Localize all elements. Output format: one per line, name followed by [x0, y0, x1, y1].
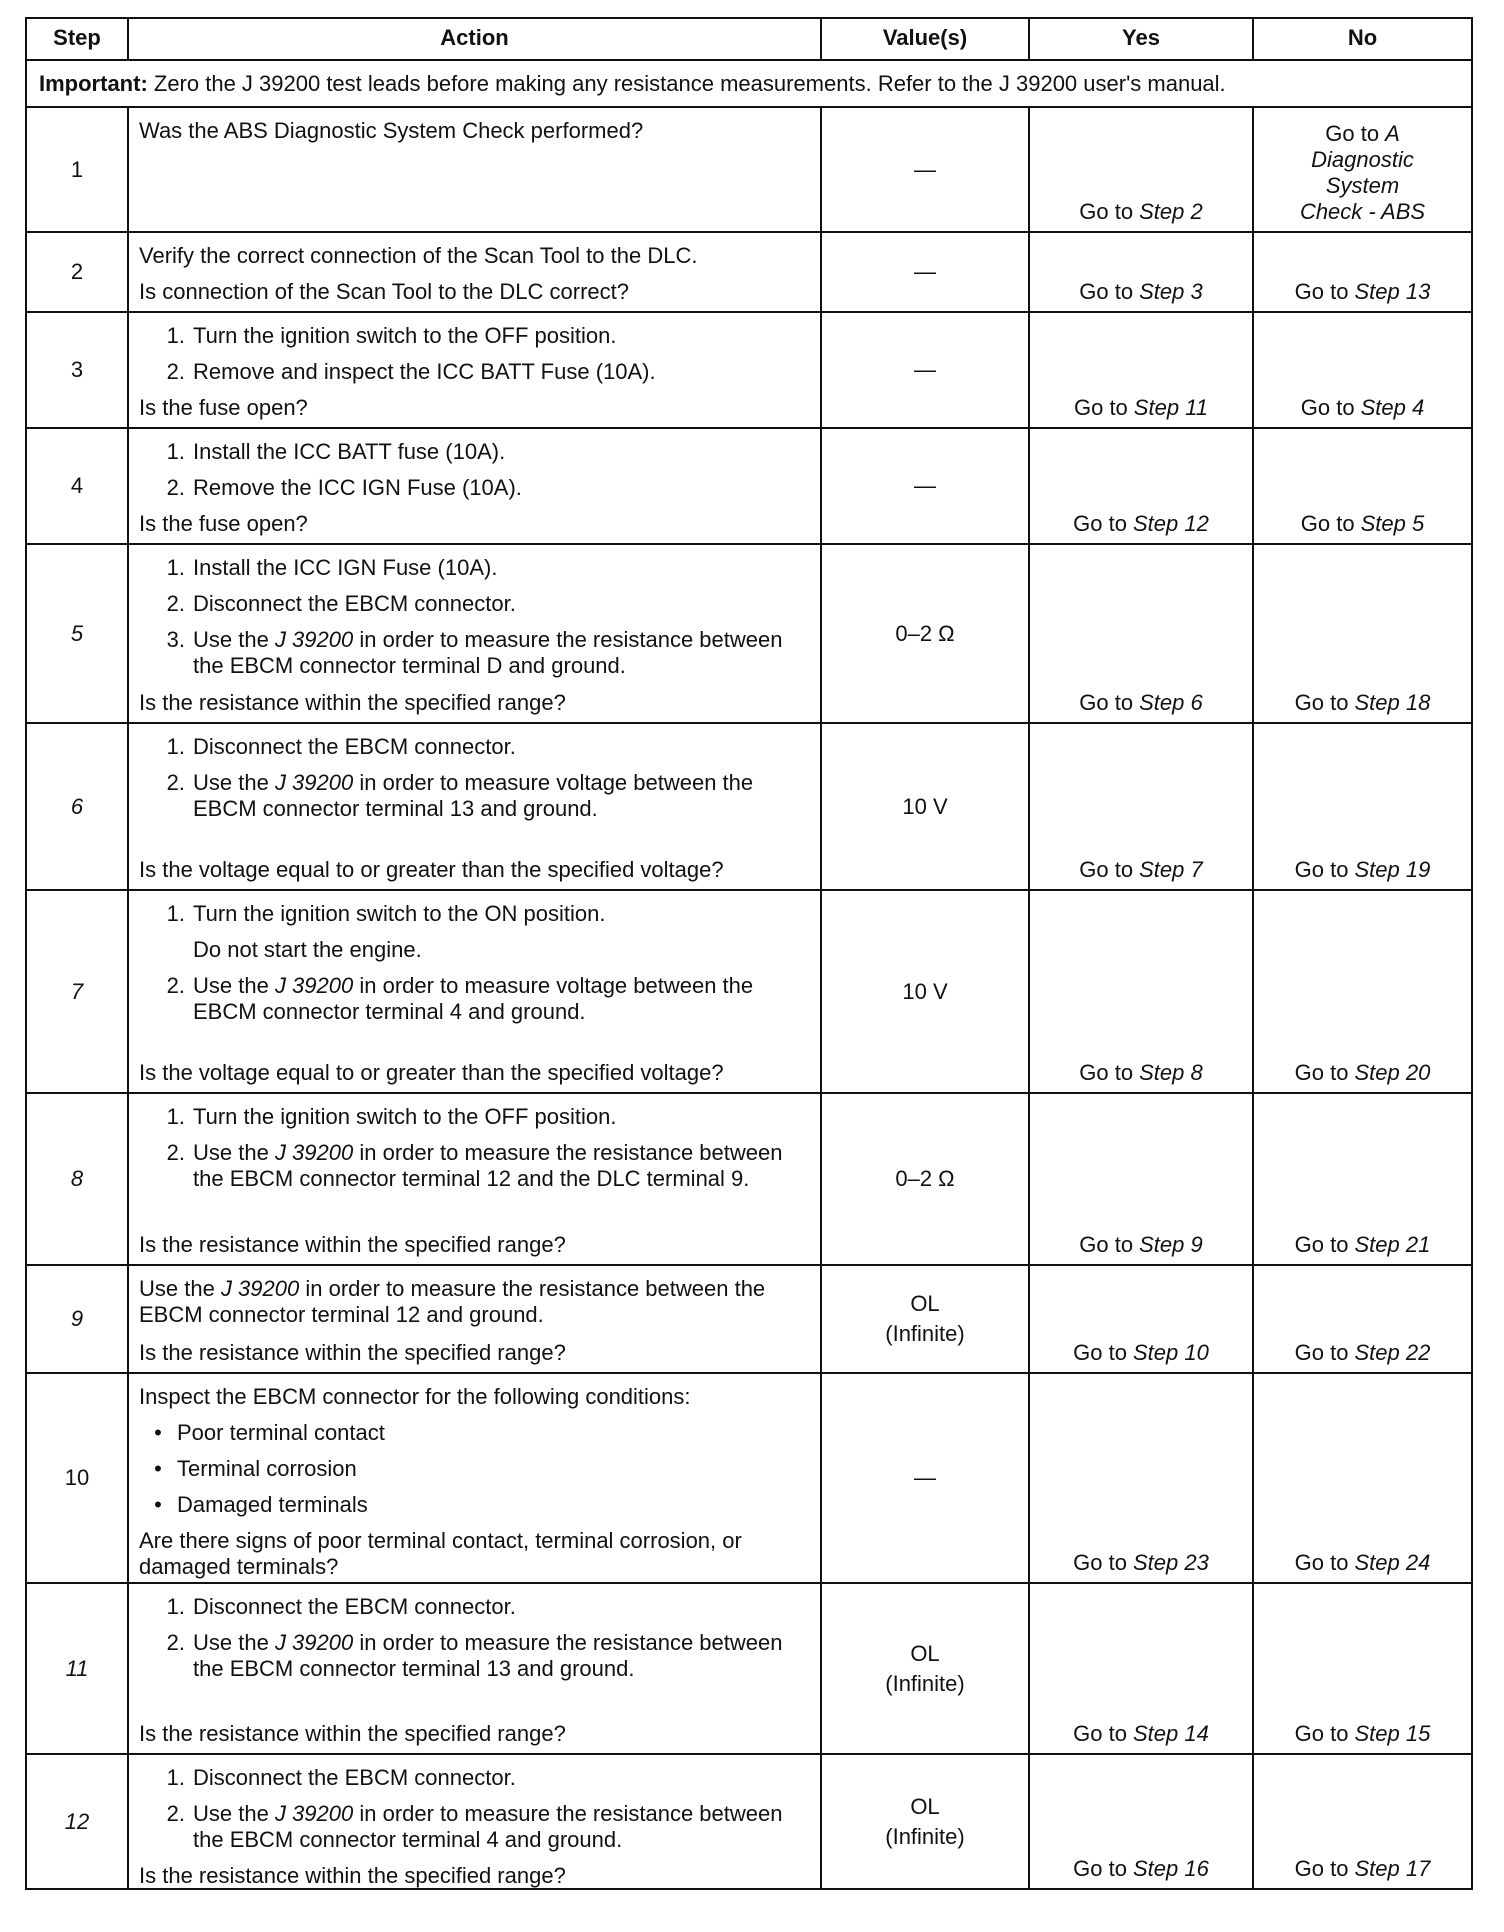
- goto-label: Go to: [1325, 121, 1380, 146]
- action-cell: [127, 1266, 820, 1372]
- step-number: 2: [70, 259, 84, 284]
- goto-label: Go to: [1073, 1856, 1127, 1881]
- value-text: 10 V: [902, 978, 948, 1004]
- yes-step-link[interactable]: Step 6: [1139, 690, 1203, 715]
- action-cell: [127, 313, 820, 427]
- item-text: Remove the ICC IGN Fuse (10A).: [193, 475, 522, 500]
- step-number: 7: [70, 978, 84, 1004]
- value-text: OL: [910, 1640, 940, 1666]
- yes-cell: [1028, 1584, 1252, 1753]
- yes-goto: [1073, 1340, 1209, 1366]
- action-cell: [127, 429, 820, 543]
- no-cell: [1252, 1094, 1471, 1264]
- important-note: [27, 61, 1238, 106]
- value-text: —: [914, 156, 936, 182]
- yes-goto: [1074, 395, 1208, 421]
- yes-goto: [1079, 857, 1202, 883]
- yes-cell: [1028, 1755, 1252, 1888]
- action-question: Is the voltage equal to or greater than the specified voltage?: [139, 857, 724, 882]
- goto-label: Go to: [1079, 279, 1134, 304]
- yes-step-link[interactable]: Step 10: [1132, 1340, 1209, 1365]
- value-text: (Infinite): [885, 1823, 965, 1849]
- bullet-marker: •: [154, 1492, 162, 1517]
- bullet-marker: •: [154, 1420, 162, 1445]
- item-number: 1.: [166, 901, 185, 926]
- value-text: 0–2 Ω: [895, 1166, 955, 1191]
- item-text: Use the J 39200 in order to measure the resistance between the EBCM connector terminal 13 and ground.: [193, 1630, 783, 1681]
- value-cell: [820, 724, 1028, 889]
- value-cell: [820, 429, 1028, 543]
- yes-cell: [1028, 313, 1252, 427]
- item-number: 1.: [166, 439, 185, 464]
- action-intro: Use the J 39200 in order to measure the resistance between the EBCM connector terminal 12 and ground.: [139, 1276, 766, 1327]
- action-item: [139, 1492, 810, 1518]
- value-cell: [820, 1755, 1028, 1888]
- yes-cell: [1028, 108, 1252, 231]
- action-question: Is the fuse open?: [139, 395, 308, 420]
- value-text: —: [914, 259, 936, 284]
- no-step-link[interactable]: Step 5: [1360, 511, 1425, 536]
- value-cell: [820, 233, 1028, 311]
- goto-label: Go to: [1079, 690, 1134, 715]
- item-text: Use the J 39200 in order to measure the resistance between the EBCM connector terminal 12 and the DLC terminal 9.: [193, 1140, 783, 1191]
- action-question: Is the resistance within the specified range?: [139, 1863, 566, 1888]
- yes-goto: [1079, 199, 1202, 225]
- action-cell: [127, 233, 820, 311]
- yes-goto: [1079, 1232, 1202, 1258]
- action-cell: [127, 891, 820, 1092]
- action-question: Are there signs of poor terminal contact, terminal corrosion, or damaged terminals?: [139, 1528, 742, 1579]
- action-item: [139, 1456, 810, 1482]
- value-text: OL: [910, 1793, 940, 1819]
- no-step-link[interactable]: Step 19: [1354, 857, 1431, 882]
- item-text: Do not start the engine.: [193, 937, 422, 962]
- no-step-link[interactable]: Step 4: [1360, 395, 1425, 420]
- important-text: Zero the J 39200 test leads before making any resistance measurements. Refer to the J 39200 user's manual.: [147, 71, 1226, 96]
- step-number: 6: [70, 793, 84, 819]
- table-row: [27, 1372, 1471, 1582]
- no-step-link[interactable]: Step 24: [1354, 1550, 1431, 1575]
- yes-cell: [1028, 429, 1252, 543]
- goto-label: Go to: [1073, 1721, 1127, 1746]
- action-question: Is the resistance within the specified range?: [139, 1340, 566, 1365]
- no-goto: [1295, 857, 1431, 883]
- item-number: 2.: [166, 591, 185, 616]
- action-question: Is the resistance within the specified range?: [139, 1232, 566, 1257]
- no-step-link[interactable]: Step 15: [1354, 1721, 1431, 1746]
- action-cell: [127, 1584, 820, 1753]
- step-number: 12: [64, 1808, 90, 1834]
- value-cell: [820, 1584, 1028, 1753]
- yes-cell: [1028, 1374, 1252, 1582]
- step-number: 4: [70, 473, 84, 498]
- yes-step-link[interactable]: Step 2: [1139, 199, 1203, 224]
- action-item: [139, 323, 810, 349]
- no-step-link[interactable]: A Diagnostic System Check - ABS: [1299, 121, 1426, 224]
- no-goto: [1295, 690, 1431, 716]
- action-item: [139, 1630, 810, 1682]
- step-number: 3: [70, 357, 84, 382]
- action-item: [139, 1594, 810, 1620]
- item-number: 2.: [166, 359, 185, 384]
- goto-label: Go to: [1294, 279, 1349, 304]
- action-cell: [127, 108, 820, 231]
- step-number: 5: [70, 620, 84, 646]
- table-row: [27, 427, 1471, 543]
- table-row: [27, 1264, 1471, 1372]
- no-cell: [1252, 233, 1471, 311]
- header-values: Value(s): [820, 19, 1028, 59]
- table-row: [27, 1092, 1471, 1264]
- step-number: 11: [65, 1655, 89, 1681]
- diagnostic-table: [25, 17, 1473, 1890]
- no-cell: [1252, 1374, 1471, 1582]
- table-row: [27, 722, 1471, 889]
- table-row: [27, 1753, 1471, 1888]
- value-cell: [820, 1094, 1028, 1264]
- yes-goto: [1073, 1721, 1209, 1747]
- table-row: [27, 311, 1471, 427]
- goto-label: Go to: [1073, 395, 1128, 420]
- goto-label: Go to: [1300, 395, 1355, 420]
- yes-step-link[interactable]: Step 12: [1132, 511, 1209, 536]
- goto-label: Go to: [1079, 1232, 1134, 1257]
- action-cell: [127, 1755, 820, 1888]
- table-row: [27, 231, 1471, 311]
- step-number: 9: [70, 1306, 84, 1331]
- action-question: Is the fuse open?: [139, 511, 308, 536]
- item-text: Use the J 39200 in order to measure the resistance between the EBCM connector terminal D and ground.: [193, 627, 783, 678]
- item-number: 1.: [166, 734, 185, 759]
- header-yes: Yes: [1028, 19, 1252, 59]
- item-number: 2.: [166, 1140, 185, 1165]
- item-text: Disconnect the EBCM connector.: [193, 1594, 516, 1619]
- header-action: Action: [127, 19, 820, 59]
- value-text: OL: [910, 1291, 940, 1316]
- action-cell: [127, 1094, 820, 1264]
- no-cell: [1252, 1584, 1471, 1753]
- no-cell: [1252, 724, 1471, 889]
- no-goto: [1295, 1721, 1431, 1747]
- action-item: [139, 770, 810, 822]
- item-text: Use the J 39200 in order to measure the resistance between the EBCM connector terminal 4 and ground.: [193, 1801, 783, 1852]
- no-cell: [1252, 108, 1471, 231]
- item-text: Disconnect the EBCM connector.: [193, 734, 516, 759]
- item-text: Turn the ignition switch to the OFF position.: [193, 323, 617, 348]
- no-goto: [1295, 1340, 1431, 1366]
- yes-goto: [1079, 1060, 1202, 1086]
- yes-step-link[interactable]: Step 16: [1132, 1856, 1209, 1881]
- item-text: Poor terminal contact: [177, 1420, 385, 1445]
- header-row: [27, 19, 1471, 59]
- goto-label: Go to: [1294, 690, 1349, 715]
- no-goto: [1295, 1060, 1431, 1086]
- action-item: [139, 359, 810, 385]
- step-number: 8: [70, 1166, 84, 1191]
- yes-step-link[interactable]: Step 8: [1139, 1060, 1203, 1085]
- value-cell: [820, 108, 1028, 231]
- action-question: Is the resistance within the specified range?: [139, 1721, 566, 1746]
- yes-step-link[interactable]: Step 9: [1139, 1232, 1203, 1257]
- yes-goto: [1073, 1550, 1209, 1576]
- no-step-link[interactable]: Step 13: [1354, 279, 1431, 304]
- item-number: [139, 937, 193, 963]
- yes-goto: [1073, 1856, 1209, 1882]
- goto-label: Go to: [1294, 1856, 1349, 1881]
- table-row: [27, 1582, 1471, 1753]
- item-number: 2.: [166, 770, 185, 795]
- item-number: 1.: [166, 1765, 185, 1790]
- table-row: [27, 106, 1471, 231]
- action-item: [139, 734, 810, 760]
- value-cell: [820, 1266, 1028, 1372]
- goto-label: Go to: [1073, 1340, 1127, 1365]
- item-number: 1.: [166, 1594, 185, 1619]
- no-step-link[interactable]: Step 18: [1354, 690, 1431, 715]
- action-item: [139, 1420, 810, 1446]
- value-text: 10 V: [902, 793, 948, 819]
- item-text: Terminal corrosion: [177, 1456, 357, 1481]
- value-text: (Infinite): [885, 1670, 965, 1696]
- item-text: Turn the ignition switch to the OFF position.: [193, 1104, 617, 1129]
- no-goto: [1301, 395, 1424, 421]
- action-question: Was the ABS Diagnostic System Check performed?: [139, 118, 644, 143]
- goto-label: Go to: [1073, 511, 1127, 536]
- no-cell: [1252, 891, 1471, 1092]
- action-item: [139, 1104, 810, 1130]
- value-cell: [820, 545, 1028, 722]
- item-text: Remove and inspect the ICC BATT Fuse (10A).: [193, 359, 656, 384]
- no-goto: [1295, 1550, 1431, 1576]
- action-question: Is the voltage equal to or greater than the specified voltage?: [139, 1060, 724, 1085]
- no-step-link[interactable]: Step 20: [1354, 1060, 1431, 1085]
- value-text: (Infinite): [885, 1321, 965, 1346]
- goto-label: Go to: [1079, 199, 1134, 224]
- item-number: 3.: [166, 627, 185, 652]
- item-text: Install the ICC BATT fuse (10A).: [193, 439, 506, 464]
- action-item: [139, 555, 810, 581]
- value-cell: [820, 313, 1028, 427]
- goto-label: Go to: [1294, 1340, 1349, 1365]
- item-number: 2.: [166, 475, 185, 500]
- item-text: Turn the ignition switch to the ON position.: [193, 901, 606, 926]
- value-cell: [820, 1374, 1028, 1582]
- action-intro: Verify the correct connection of the Scan Tool to the DLC.: [139, 243, 698, 268]
- action-item: [139, 973, 810, 1025]
- action-question: Is the resistance within the specified range?: [139, 690, 566, 715]
- no-goto: [1295, 1232, 1431, 1258]
- action-intro: Inspect the EBCM connector for the following conditions:: [139, 1384, 691, 1409]
- header-step: Step: [53, 25, 101, 50]
- value-text: 0–2 Ω: [895, 620, 955, 646]
- yes-cell: [1028, 891, 1252, 1092]
- goto-label: Go to: [1294, 1232, 1349, 1257]
- goto-label: Go to: [1294, 857, 1349, 882]
- action-item: [139, 627, 810, 679]
- yes-cell: [1028, 724, 1252, 889]
- no-goto: [1295, 279, 1431, 305]
- item-text: Damaged terminals: [177, 1492, 368, 1517]
- action-item: [139, 475, 810, 501]
- important-row: [27, 59, 1471, 106]
- yes-cell: [1028, 1266, 1252, 1372]
- item-number: 2.: [166, 1630, 185, 1655]
- no-cell: [1252, 429, 1471, 543]
- table-row: [27, 889, 1471, 1092]
- goto-label: Go to: [1079, 857, 1134, 882]
- goto-label: Go to: [1294, 1721, 1349, 1746]
- value-text: —: [914, 357, 936, 382]
- yes-cell: [1028, 1094, 1252, 1264]
- no-step-link[interactable]: Step 22: [1354, 1340, 1431, 1365]
- goto-label: Go to: [1294, 1550, 1349, 1575]
- item-text: Use the J 39200 in order to measure voltage between the EBCM connector terminal 4 and ground.: [193, 973, 754, 1024]
- no-cell: [1252, 313, 1471, 427]
- yes-step-link[interactable]: Step 14: [1132, 1721, 1209, 1746]
- action-item: [139, 591, 810, 617]
- action-item: [139, 1801, 810, 1853]
- item-number: 2.: [166, 1801, 185, 1826]
- yes-step-link[interactable]: Step 3: [1139, 279, 1203, 304]
- value-cell: [820, 891, 1028, 1092]
- item-number: 1.: [166, 323, 185, 348]
- yes-goto: [1079, 690, 1202, 716]
- action-cell: [127, 724, 820, 889]
- goto-label: Go to: [1294, 1060, 1349, 1085]
- action-item: [139, 439, 810, 465]
- no-step-link[interactable]: Step 21: [1354, 1232, 1431, 1257]
- step-number: 1: [70, 156, 84, 182]
- yes-goto: [1079, 279, 1202, 305]
- item-number: 1.: [166, 1104, 185, 1129]
- yes-step-link[interactable]: Step 23: [1132, 1550, 1209, 1575]
- item-number: 1.: [166, 555, 185, 580]
- action-item: [139, 901, 810, 927]
- table-row: [27, 543, 1471, 722]
- no-cell: [1252, 1755, 1471, 1888]
- yes-cell: [1028, 233, 1252, 311]
- no-step-link[interactable]: Step 17: [1354, 1856, 1431, 1881]
- goto-label: Go to: [1073, 1550, 1127, 1575]
- no-goto: [1295, 1856, 1431, 1882]
- action-question: Is connection of the Scan Tool to the DLC correct?: [139, 279, 629, 304]
- item-text: Disconnect the EBCM connector.: [193, 591, 516, 616]
- goto-label: Go to: [1300, 511, 1355, 536]
- no-cell: [1252, 545, 1471, 722]
- action-item: [139, 1140, 810, 1192]
- item-text: Disconnect the EBCM connector.: [193, 1765, 516, 1790]
- step-number: 10: [64, 1465, 90, 1490]
- value-text: —: [914, 1465, 936, 1490]
- action-item: [139, 937, 810, 963]
- item-number: 2.: [166, 973, 185, 998]
- value-text: —: [914, 473, 936, 498]
- action-cell: [127, 545, 820, 722]
- no-cell: [1252, 1266, 1471, 1372]
- yes-step-link[interactable]: Step 7: [1139, 857, 1203, 882]
- goto-label: Go to: [1079, 1060, 1134, 1085]
- no-goto: [1301, 511, 1424, 537]
- bullet-marker: •: [154, 1456, 162, 1481]
- yes-goto: [1073, 511, 1209, 537]
- item-text: Use the J 39200 in order to measure voltage between the EBCM connector terminal 13 and ground.: [193, 770, 754, 821]
- no-goto: [1293, 121, 1433, 225]
- important-label: Important:: [39, 71, 148, 96]
- yes-step-link[interactable]: Step 11: [1133, 395, 1209, 420]
- yes-cell: [1028, 545, 1252, 722]
- item-text: Install the ICC IGN Fuse (10A).: [193, 555, 498, 580]
- action-cell: [127, 1374, 820, 1582]
- action-item: [139, 1765, 810, 1791]
- header-no: No: [1252, 19, 1471, 59]
